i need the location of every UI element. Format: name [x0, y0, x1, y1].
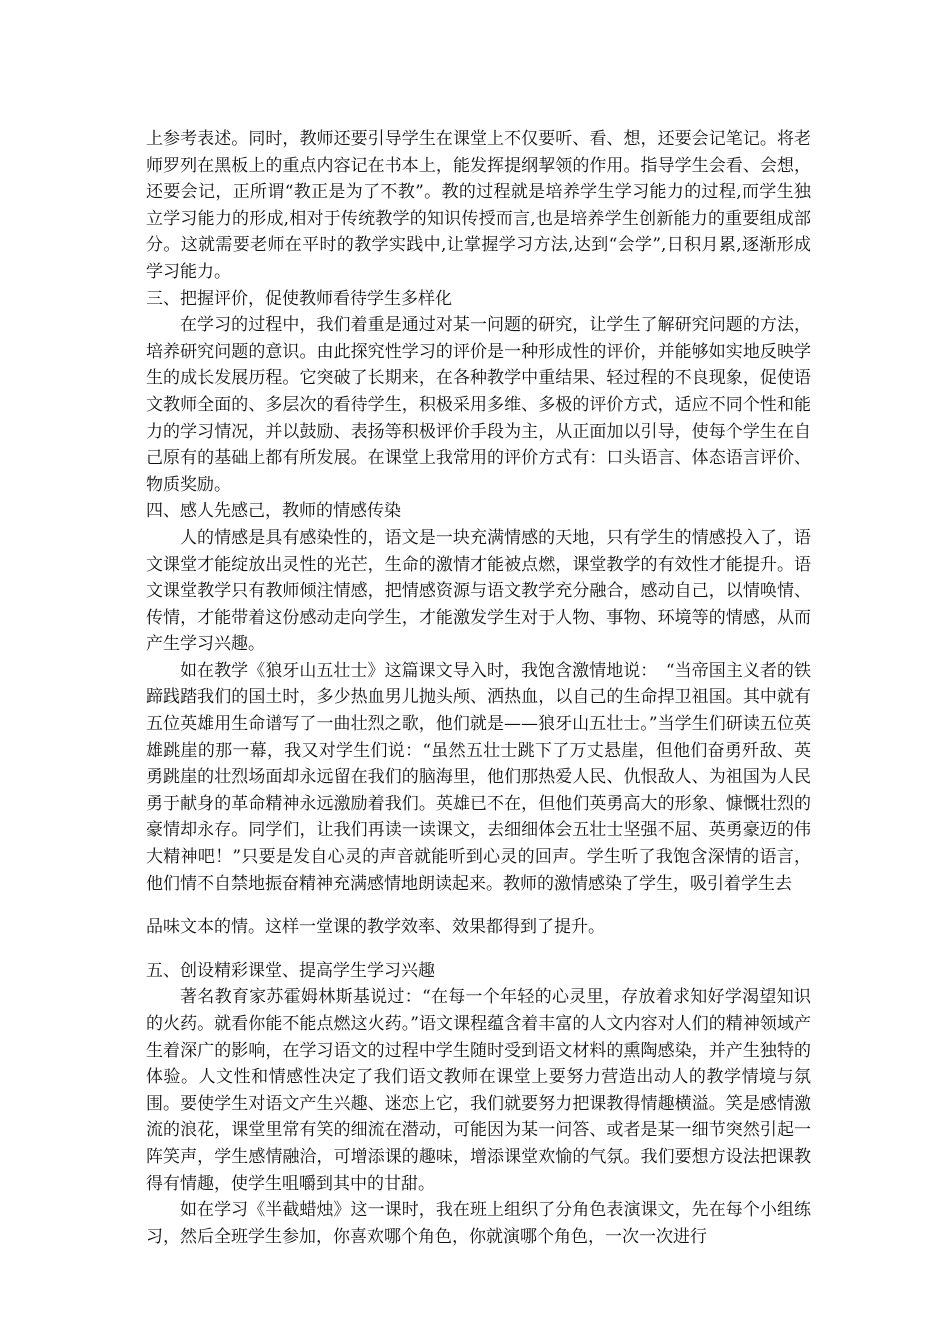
- paragraph-emotion: 人的情感是具有感染性的，语文是一块充满情感的天地，只有学生的情感投入了，语文课堂才能绽放出灵性的光芒，生命的激情才能被点燃，课堂教学的有效性才能提升。语文课堂教学只有教师倾注情感，把情感资源与语文教学充分融合，感动自己，以情唤情、传情，才能带着这份感动走向学生，才能激发学生对于人物、事物、环境等的情感，从而产生学习兴趣。: [146, 527, 811, 655]
- heading-section-5: 五、创设精彩课堂、提高学生学习兴趣: [146, 960, 435, 981]
- heading-section-3: 三、把握评价，促使教师看待学生多样化: [146, 288, 452, 309]
- paragraph-study-habits: 上参考表述。同时，教师还要引导学生在课堂上不仅要听、看、想，还要会记笔记。将老师罗列在黑板上的重点内容记在书本上，能发挥提纲挈领的作用。指导学生会看、会想，还要会记，正所谓“教正是为了不教”。教的过程就是培养学生学习能力的过程,而学生独立学习能力的形成,相对于传统教学的知识传授而言,也是培养学生创新能力的重要组成部分。这就需要老师在平时的教学实践中,让掌握学习方法,达到“会学”,日积月累,逐渐形成学习能力。: [146, 129, 811, 282]
- document-body: [146, 126, 811, 1250]
- heading-section-4: 四、感人先感己，教师的情感传染: [146, 501, 401, 522]
- paragraph-candle-example: 如在学习《半截蜡烛》这一课时，我在班上组织了分角色表演课文，先在每个小组练习，然后全班学生参加，你喜欢哪个角色，你就演哪个角色，一次一次进行: [146, 1200, 811, 1247]
- paragraph-evaluation: 在学习的过程中，我们着重是通过对某一问题的研究，让学生了解研究问题的方法，培养研究问题的意识。由此探究性学习的评价是一种形成性的评价，并能够如实地反映学生的成长发展历程。它突破了长期来，在各种教学中重结果、轻过程的不良现象，促使语文教师全面的、多层次的看待学生，积极采用多维、多极的评价方式，适应不同个性和能力的学习情况，并以鼓励、表扬等积极评价手段为主，从正面加以引导，使每个学生在自己原有的基础上都有所发展。在课堂上我常用的评价方式有：口头语言、体态语言评价、物质奖励。: [146, 315, 811, 495]
- paragraph-interest: 著名教育家苏霍姆林斯基说过：“在每一个年轻的心灵里，存放着求知好学渴望知识的火药。就看你能不能点燃这火药。”语文课程蕴含着丰富的人文内容对人们的精神领域产生着深广的影响，在学习语文的过程中学生随时受到语文材料的熏陶感染，并产生独特的体验。人文性和情感性决定了我们语文教师在课堂上要努力营造出动人的教学情境与氛围。要使学生对语文产生兴趣、迷恋上它，我们就要努力把课教得情趣横溢。笑是感情激流的浪花，课堂里常有笑的细流在潜动，可能因为某一问答、或者是某一细节突然引起一阵笑声，学生感情融洽，可增添课的趣味，增添课堂欢愉的气氛。我们要想方设法把课教得有情趣，使学生咀嚼到其中的甘甜。: [146, 987, 811, 1194]
- paragraph-langya-example: 如在教学《狼牙山五壮士》这篇课文导入时，我饱含激情地说： “当帝国主义者的铁蹄践踏我们的国土时，多少热血男儿抛头颅、洒热血，以自己的生命捍卫祖国。其中就有五位英雄用生命谱写了一曲壮烈之歌，他们就是——狼牙山五壮士。”当学生们研读五位英雄跳崖的那一幕，我又对学生们说：“虽然五壮士跳下了万丈悬崖，但他们奋勇歼敌、英勇跳崖的壮烈场面却永远留在我们的脑海里，他们那热爱人民、仇恨敌人、为祖国为人民勇于献身的革命精神永远激励着我们。英雄已不在，但他们英勇高大的形象、慷慨壮烈的豪情却永存。同学们，让我们再读一读课文，去细细体会五壮士坚强不屈、英勇豪迈的伟大精神吧！”只要是发自心灵的声音就能听到心灵的回声。学生听了我饱含深情的语言，他们情不自禁地振奋精神充满感情地朗读起来。教师的激情感染了学生，吸引着学生去: [146, 660, 811, 894]
- paragraph-langya-conclusion: 品味文本的情。这样一堂课的教学效率、效果都得到了提升。: [146, 917, 605, 938]
